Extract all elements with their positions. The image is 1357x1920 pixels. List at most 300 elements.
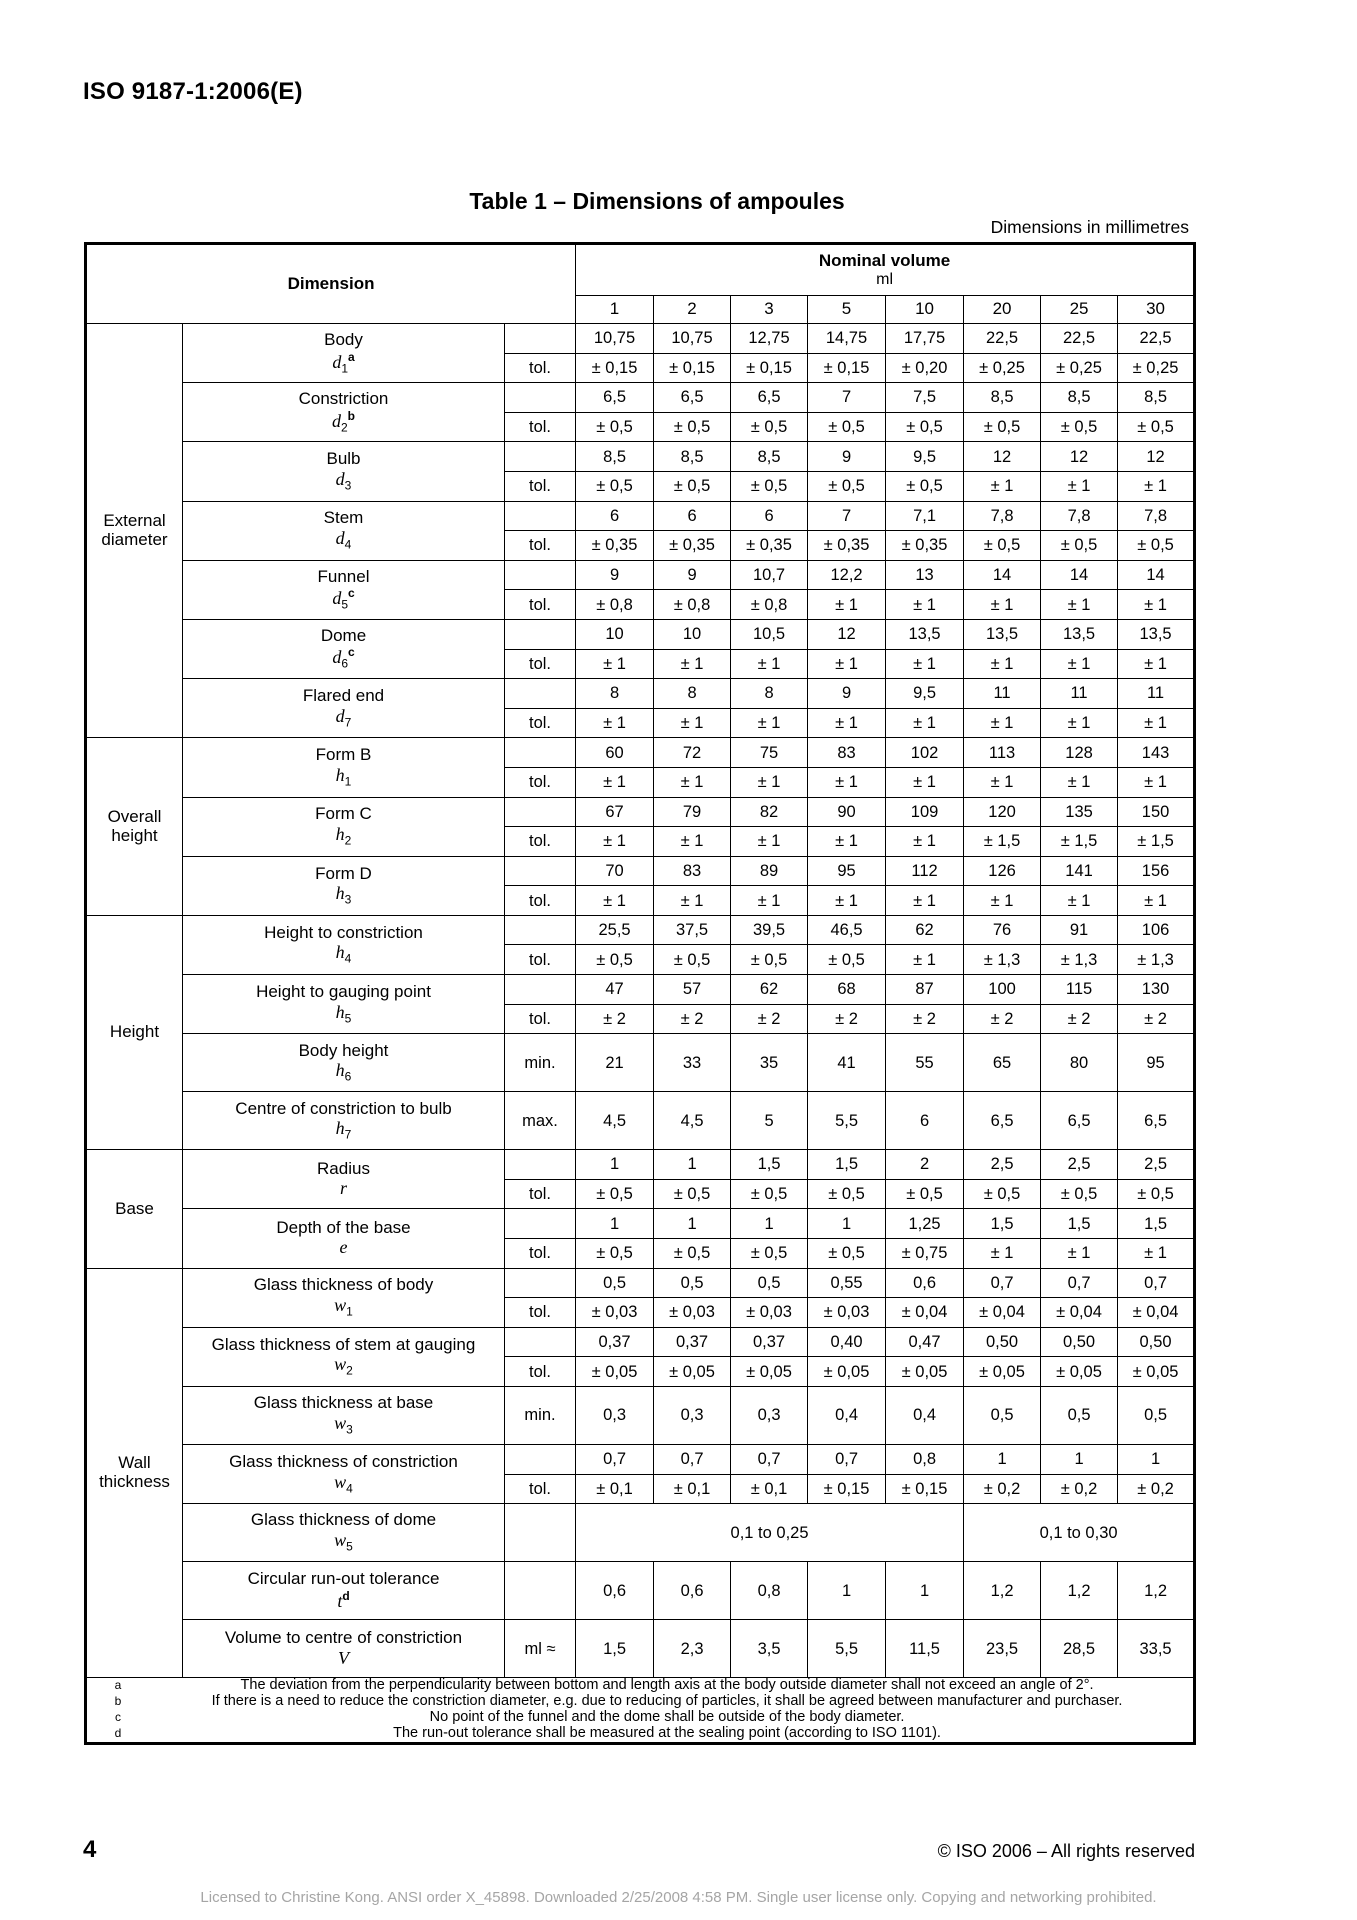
symbol-letter: w [334, 1295, 347, 1316]
tolerance-value: ± 0,05 [731, 1357, 808, 1387]
symbol-letter: e [339, 1237, 348, 1258]
single-value: 0,4 [886, 1387, 964, 1445]
dimension-symbol [183, 1179, 504, 1199]
tolerance-value: ± 1 [1118, 649, 1195, 679]
tolerance-value: ± 0,15 [731, 353, 808, 383]
tolerance-value: ± 0,5 [886, 471, 964, 501]
tolerance-value: ± 0,25 [1041, 353, 1118, 383]
symbol-subscript: 3 [344, 892, 352, 907]
tolerance-value: ± 1 [576, 827, 654, 857]
nominal-value: 8 [731, 679, 808, 709]
nominal-value: 141 [1041, 856, 1118, 886]
table-row [86, 560, 1195, 590]
tolerance-value: ± 0,5 [808, 1179, 886, 1209]
tolerance-value: ± 0,5 [964, 531, 1041, 561]
nominal-value: 1,5 [808, 1150, 886, 1180]
tolerance-value: ± 0,1 [654, 1474, 731, 1504]
tolerance-value: ± 1 [964, 767, 1041, 797]
single-value: 55 [886, 1034, 964, 1092]
symbol-subscript: 3 [346, 1422, 353, 1437]
tolerance-value: ± 1,5 [1118, 827, 1195, 857]
volume-header-cell: 10 [886, 296, 964, 324]
tolerance-value: ± 1 [1041, 1239, 1118, 1269]
nominal-value: 0,7 [964, 1268, 1041, 1298]
symbol-letter: h [335, 942, 345, 963]
dimension-symbol [183, 1473, 504, 1496]
symbol-subscript: 6 [344, 1069, 352, 1084]
tolerance-value: ± 1 [964, 708, 1041, 738]
tolerance-value: ± 1 [808, 767, 886, 797]
dimension-description [183, 856, 505, 915]
table-row [86, 975, 1195, 1005]
single-value: 0,3 [576, 1387, 654, 1445]
nominal-value: 1,5 [1041, 1209, 1118, 1239]
tolerance-value: ± 0,25 [1118, 353, 1195, 383]
footnote-ref: c [348, 586, 355, 601]
nominal-value: 9 [654, 560, 731, 590]
tolerance-label: tol. [505, 1357, 576, 1387]
tolerance-value: ± 2 [808, 1004, 886, 1034]
volume-header-cell: 20 [964, 296, 1041, 324]
table-row [86, 1562, 1195, 1620]
nominal-value: 0,7 [731, 1445, 808, 1475]
table-row [86, 1150, 1195, 1180]
qualifier-blank [505, 501, 576, 531]
single-value: 4,5 [654, 1092, 731, 1150]
nominal-value: 62 [731, 975, 808, 1005]
tolerance-value: ± 2 [731, 1004, 808, 1034]
nominal-value: 1 [1041, 1445, 1118, 1475]
tolerance-label: tol. [505, 767, 576, 797]
tolerance-value: ± 1 [731, 886, 808, 916]
nominal-value: 13,5 [886, 619, 964, 649]
dimension-name: Form C [315, 804, 372, 824]
single-value: 5 [731, 1092, 808, 1150]
qualifier-blank [505, 383, 576, 413]
qualifier-blank [505, 1268, 576, 1298]
single-value: 0,8 [731, 1562, 808, 1620]
dimension-name: Depth of the base [276, 1217, 411, 1237]
symbol-letter: w [334, 1471, 347, 1492]
nominal-value: 14 [1118, 560, 1195, 590]
tolerance-value: ± 2 [654, 1004, 731, 1034]
volume-header-cell: 30 [1118, 296, 1195, 324]
tolerance-value: ± 1 [654, 886, 731, 916]
symbol-letter: w [334, 1354, 347, 1375]
tolerance-value: ± 1,3 [964, 945, 1041, 975]
single-value: 21 [576, 1034, 654, 1092]
dimension-name: Constriction [298, 389, 389, 409]
nominal-value: 0,5 [654, 1268, 731, 1298]
nominal-value: 135 [1041, 797, 1118, 827]
volume-header-cell: 5 [808, 296, 886, 324]
tolerance-value: ± 0,5 [654, 1179, 731, 1209]
nominal-value: 0,7 [808, 1445, 886, 1475]
tolerance-value: ± 0,5 [731, 412, 808, 442]
table-row [86, 619, 1195, 649]
nominal-value: 87 [886, 975, 964, 1005]
nominal-value: 0,7 [654, 1445, 731, 1475]
tolerance-value: ± 0,35 [886, 531, 964, 561]
tolerance-value: ± 1 [1041, 590, 1118, 620]
nominal-value: 14 [964, 560, 1041, 590]
dimension-description [183, 1268, 505, 1327]
nominal-value: 57 [654, 975, 731, 1005]
tolerance-value: ± 0,5 [886, 1179, 964, 1209]
tolerance-value: ± 2 [886, 1004, 964, 1034]
symbol-letter: t [337, 1590, 343, 1611]
nominal-value: 90 [808, 797, 886, 827]
dimension-name: Height to gauging point [256, 981, 431, 1001]
tolerance-value: ± 0,15 [808, 353, 886, 383]
tolerance-value: ± 0,05 [1041, 1357, 1118, 1387]
nominal-value: 156 [1118, 856, 1195, 886]
tolerance-value: ± 1 [1118, 1239, 1195, 1269]
nominal-value: 0,47 [886, 1327, 964, 1357]
nominal-value: 89 [731, 856, 808, 886]
tolerance-value: ± 0,5 [964, 1179, 1041, 1209]
tolerance-value: ± 1 [964, 590, 1041, 620]
dimension-description [183, 1209, 505, 1268]
nominal-value: 8,5 [964, 383, 1041, 413]
nominal-value: 8,5 [1118, 383, 1195, 413]
single-value: 6,5 [1118, 1092, 1195, 1150]
dimension-description [183, 1150, 505, 1209]
nominal-value: 120 [964, 797, 1041, 827]
tolerance-value: ± 1 [1041, 767, 1118, 797]
nominal-value: 17,75 [886, 324, 964, 354]
tolerance-value: ± 1 [886, 945, 964, 975]
tolerance-value: ± 0,05 [654, 1357, 731, 1387]
volume-header-cell: 3 [731, 296, 808, 324]
tolerance-value: ± 1 [808, 649, 886, 679]
dimension-description [183, 1034, 505, 1092]
nominal-value: 0,8 [886, 1445, 964, 1475]
tolerance-value: ± 1 [1041, 649, 1118, 679]
tolerance-value: ± 0,1 [731, 1474, 808, 1504]
nominal-value: 7 [808, 501, 886, 531]
nominal-value: 47 [576, 975, 654, 1005]
nominal-value: 95 [808, 856, 886, 886]
nominal-value: 25,5 [576, 915, 654, 945]
dimension-name: Bulb [326, 449, 361, 469]
tolerance-value: ± 0,5 [731, 471, 808, 501]
footnote-text: The deviation from the perpendicularity between bottom and length axis at the body outside diameter shall not exceed an angle of 2°. [240, 1677, 1094, 1694]
dimension-description [183, 1620, 505, 1678]
tolerance-value: ± 0,5 [654, 945, 731, 975]
tolerance-label: tol. [505, 353, 576, 383]
nominal-value: 2,5 [964, 1150, 1041, 1180]
tolerance-value: ± 2 [1118, 1004, 1195, 1034]
dimension-name: Centre of constriction to bulb [235, 1098, 452, 1118]
tolerance-value: ± 1 [886, 708, 964, 738]
single-value: 6 [886, 1092, 964, 1150]
tolerance-value: ± 0,05 [886, 1357, 964, 1387]
table-row [86, 501, 1195, 531]
nominal-value: 22,5 [1118, 324, 1195, 354]
table-row [86, 856, 1195, 886]
single-value: 11,5 [886, 1620, 964, 1678]
nominal-value: 9 [808, 679, 886, 709]
symbol-letter: h [335, 824, 345, 845]
tolerance-value: ± 0,20 [886, 353, 964, 383]
symbol-letter: h [335, 1001, 345, 1022]
tolerance-value: ± 0,05 [1118, 1357, 1195, 1387]
tolerance-value: ± 0,5 [1118, 1179, 1195, 1209]
nominal-value: 83 [654, 856, 731, 886]
nominal-value: 0,37 [576, 1327, 654, 1357]
dimension-description [183, 679, 505, 738]
symbol-subscript: 3 [344, 478, 352, 493]
single-value: 35 [731, 1034, 808, 1092]
nominal-value: 1 [731, 1209, 808, 1239]
tolerance-label: tol. [505, 531, 576, 561]
nominal-value: 11 [1041, 679, 1118, 709]
dimension-name: Form B [315, 745, 372, 765]
tolerance-label: tol. [505, 1474, 576, 1504]
dimension-symbol [183, 1119, 504, 1142]
nominal-value: 37,5 [654, 915, 731, 945]
nominal-value: 12 [1041, 442, 1118, 472]
qualifier-blank [505, 1150, 576, 1180]
symbol-subscript: 2 [344, 833, 352, 848]
nominal-value: 1 [654, 1150, 731, 1180]
dimension-description [183, 1504, 505, 1562]
nominal-value: 9 [576, 560, 654, 590]
qualifier [505, 1562, 576, 1620]
tolerance-value: ± 0,35 [576, 531, 654, 561]
nominal-value: 7,1 [886, 501, 964, 531]
single-value: 1,2 [1118, 1562, 1195, 1620]
tolerance-value: ± 0,05 [576, 1357, 654, 1387]
tolerance-value: ± 1 [808, 708, 886, 738]
nominal-value: 0,50 [1041, 1327, 1118, 1357]
tolerance-value: ± 0,03 [654, 1298, 731, 1328]
single-value: 2,3 [654, 1620, 731, 1678]
tolerance-label: tol. [505, 412, 576, 442]
tolerance-value: ± 1 [1041, 886, 1118, 916]
nominal-value: 1,5 [964, 1209, 1041, 1239]
nominal-value: 10,75 [654, 324, 731, 354]
nominal-value: 109 [886, 797, 964, 827]
single-value: 5,5 [808, 1092, 886, 1150]
dimension-description [183, 797, 505, 856]
footnotes-row [86, 1678, 1195, 1744]
dimensions-table [84, 242, 1196, 1745]
single-value: 0,3 [731, 1387, 808, 1445]
nominal-value: 0,37 [654, 1327, 731, 1357]
dimension-symbol [183, 884, 504, 907]
symbol-letter: d [335, 468, 345, 489]
single-value: 4,5 [576, 1092, 654, 1150]
tolerance-label: tol. [505, 1179, 576, 1209]
nominal-value: 10,5 [731, 619, 808, 649]
nominal-value: 12,2 [808, 560, 886, 590]
symbol-subscript: 5 [344, 1011, 352, 1026]
symbol-subscript: 5 [341, 597, 348, 612]
nominal-value: 126 [964, 856, 1041, 886]
qualifier: ml ≈ [505, 1620, 576, 1678]
nominal-value: 14,75 [808, 324, 886, 354]
dimension-symbol [183, 351, 504, 376]
single-value: 3,5 [731, 1620, 808, 1678]
tolerance-value: ± 0,5 [731, 1239, 808, 1269]
tolerance-value: ± 0,03 [576, 1298, 654, 1328]
tolerance-value: ± 1 [964, 471, 1041, 501]
dimension-name: Flared end [302, 685, 385, 705]
qualifier-blank [505, 619, 576, 649]
nominal-value: 7 [808, 383, 886, 413]
symbol-letter: h [335, 883, 345, 904]
symbol-letter: w [334, 1412, 347, 1433]
document-id: ISO 9187-1:2006(E) [83, 78, 303, 105]
nominal-value: 13,5 [964, 619, 1041, 649]
tolerance-value: ± 0,5 [1118, 412, 1195, 442]
single-value: 0,3 [654, 1387, 731, 1445]
nominal-value: 1 [964, 1445, 1041, 1475]
footnote-ref: c [348, 645, 355, 660]
qualifier-blank [505, 915, 576, 945]
single-value: 1 [886, 1562, 964, 1620]
symbol-letter: h [335, 1118, 345, 1139]
single-value: 28,5 [1041, 1620, 1118, 1678]
qualifier-blank [505, 1209, 576, 1239]
nominal-value: 0,7 [576, 1445, 654, 1475]
symbol-subscript: 4 [344, 537, 352, 552]
footnote-text: The run-out tolerance shall be measured at the sealing point (according to ISO 1101). [393, 1725, 941, 1741]
tolerance-value: ± 1 [576, 886, 654, 916]
dimension-description [183, 975, 505, 1034]
symbol-subscript: 4 [344, 952, 352, 967]
nominal-value: 83 [808, 738, 886, 768]
dimension-description [183, 383, 505, 442]
dimension-symbol [183, 766, 504, 789]
range-value: 0,1 to 0,30 [964, 1504, 1195, 1562]
tolerance-value: ± 1 [964, 1239, 1041, 1269]
symbol-subscript: 1 [346, 1304, 353, 1319]
tolerance-value: ± 0,03 [731, 1298, 808, 1328]
nominal-value: 10 [576, 619, 654, 649]
symbol-letter: d [335, 705, 345, 726]
range-value: 0,1 to 0,25 [576, 1504, 964, 1562]
single-value: 0,6 [654, 1562, 731, 1620]
nominal-value: 2,5 [1118, 1150, 1195, 1180]
dimension-name: Glass thickness at base [253, 1393, 434, 1413]
nominal-value: 10,7 [731, 560, 808, 590]
dimension-symbol [183, 646, 504, 671]
dimension-description [183, 560, 505, 619]
tolerance-value: ± 1 [886, 827, 964, 857]
nominal-value: 9 [808, 442, 886, 472]
footnote-text: No point of the funnel and the dome shall be outside of the body diameter. [429, 1709, 905, 1726]
nominal-value: 7,8 [1041, 501, 1118, 531]
nominal-value: 2,5 [1041, 1150, 1118, 1180]
single-value: 1 [808, 1562, 886, 1620]
group-label: Wall thickness [86, 1268, 183, 1678]
volume-header-cell: 2 [654, 296, 731, 324]
single-value: 1,2 [1041, 1562, 1118, 1620]
nominal-value: 46,5 [808, 915, 886, 945]
qualifier-blank [505, 975, 576, 1005]
tolerance-value: ± 1 [576, 767, 654, 797]
tolerance-label: tol. [505, 886, 576, 916]
nominal-value: 7,8 [964, 501, 1041, 531]
symbol-letter: d [332, 351, 342, 372]
dimension-name: Circular run-out tolerance [247, 1568, 440, 1588]
footnote-ref: b [347, 408, 356, 423]
page-number: 4 [83, 1836, 97, 1863]
dimension-symbol [183, 1590, 504, 1612]
tolerance-label: tol. [505, 649, 576, 679]
dimension-symbol [183, 1296, 504, 1319]
tolerance-value: ± 1 [576, 649, 654, 679]
nominal-value: 22,5 [964, 324, 1041, 354]
group-label: Base [86, 1150, 183, 1268]
tolerance-value: ± 0,5 [731, 1179, 808, 1209]
symbol-letter: d [332, 647, 342, 668]
table-row [86, 383, 1195, 413]
tolerance-value: ± 0,5 [1041, 412, 1118, 442]
tolerance-value: ± 0,35 [808, 531, 886, 561]
tolerance-value: ± 1 [731, 767, 808, 797]
single-value: 65 [964, 1034, 1041, 1092]
symbol-letter: V [338, 1647, 349, 1668]
nominal-value: 60 [576, 738, 654, 768]
dimension-description [183, 442, 505, 501]
single-value: 0,5 [964, 1387, 1041, 1445]
nominal-value: 0,50 [1118, 1327, 1195, 1357]
symbol-letter: h [335, 764, 345, 785]
tolerance-value: ± 1 [731, 708, 808, 738]
tolerance-value: ± 0,5 [654, 471, 731, 501]
nominal-value: 22,5 [1041, 324, 1118, 354]
symbol-subscript: 5 [346, 1539, 353, 1554]
symbol-letter: d [331, 410, 341, 431]
nominal-value: 14 [1041, 560, 1118, 590]
nominal-value: 12 [808, 619, 886, 649]
nominal-value: 143 [1118, 738, 1195, 768]
symbol-subscript: 1 [341, 361, 348, 376]
tolerance-value: ± 0,5 [731, 945, 808, 975]
single-value: 80 [1041, 1034, 1118, 1092]
nominal-value: 9,5 [886, 679, 964, 709]
footnote-text: If there is a need to reduce the constriction diameter, e.g. due to reducing of particles, it shall be agreed between manufacturer and purchaser. [211, 1693, 1123, 1710]
tolerance-value: ± 0,15 [654, 353, 731, 383]
tolerance-value: ± 0,04 [1118, 1298, 1195, 1328]
dimension-symbol [183, 410, 504, 435]
dimension-name: Glass thickness of dome [250, 1510, 437, 1530]
footnote-ref: d [342, 1588, 350, 1603]
dimension-symbol [183, 1649, 504, 1669]
tolerance-value: ± 0,5 [576, 1239, 654, 1269]
tolerance-value: ± 0,5 [654, 412, 731, 442]
nominal-value: 12 [1118, 442, 1195, 472]
footnote [87, 1710, 1193, 1726]
dimension-symbol [183, 943, 504, 966]
dimension-name: Dome [320, 625, 367, 645]
footnote-mark: d [114, 1726, 122, 1740]
table-row [86, 1268, 1195, 1298]
nominal-value: 0,55 [808, 1268, 886, 1298]
table-row [86, 1445, 1195, 1475]
nominal-value: 10,75 [576, 324, 654, 354]
nominal-value: 128 [1041, 738, 1118, 768]
tolerance-value: ± 0,5 [576, 1179, 654, 1209]
tolerance-value: ± 1 [1041, 471, 1118, 501]
dimension-description [183, 1387, 505, 1445]
dimension-description [183, 324, 505, 383]
tolerance-value: ± 1 [808, 886, 886, 916]
